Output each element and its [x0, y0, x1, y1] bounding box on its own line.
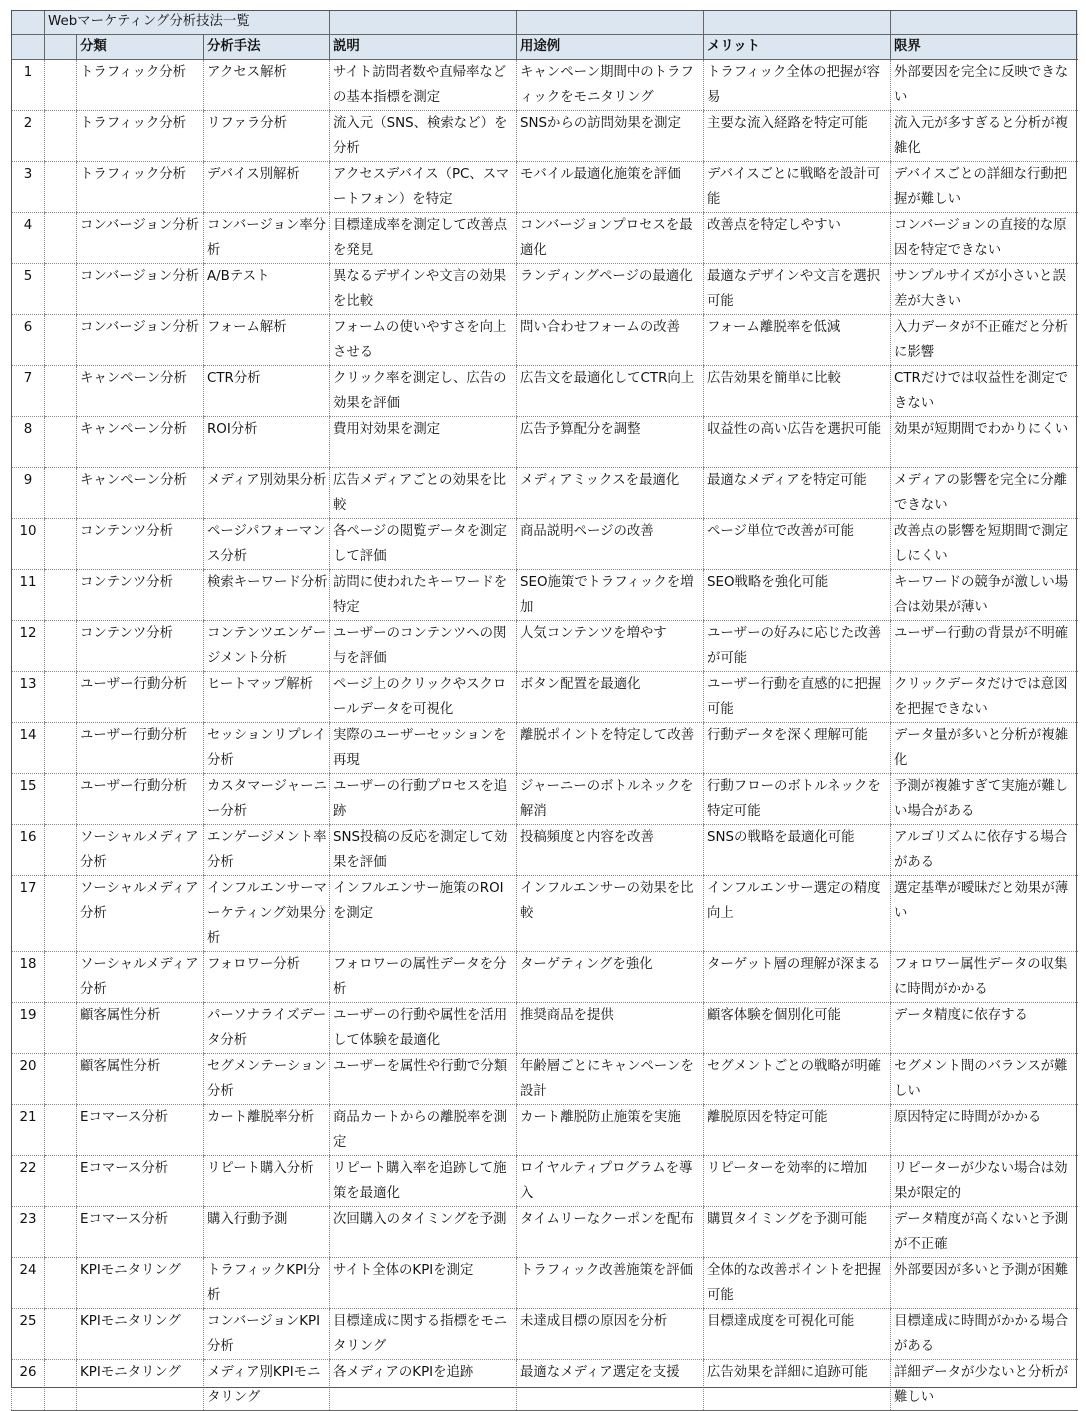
table-row [12, 60, 1078, 111]
cell-merit[interactable]: ユーザーの好みに応じた改善が可能 [704, 621, 891, 672]
cell-category[interactable]: KPIモニタリング [77, 1258, 204, 1309]
cell-merit[interactable]: 主要な流入経路を特定可能 [704, 111, 891, 162]
cell-limitation[interactable]: データ精度が高くないと予測が不正確 [891, 1207, 1078, 1258]
cell-blank[interactable] [45, 1258, 77, 1309]
cell-merit[interactable]: ページ単位で改善が可能 [704, 519, 891, 570]
header-use-case[interactable]: 用途例 [517, 35, 704, 60]
cell-row-number[interactable]: 13 [12, 672, 45, 723]
cell-limitation[interactable]: 効果が短期間でわかりにくい [891, 417, 1078, 468]
cell-method[interactable]: セグメンテーション分析 [204, 1054, 330, 1105]
table-body [12, 60, 1078, 1411]
cell-limitation[interactable]: 詳細データが少ないと分析が難しい [891, 1360, 1078, 1411]
cell-blank[interactable] [45, 111, 77, 162]
cell-row-number[interactable]: 11 [12, 570, 45, 621]
cell-blank[interactable] [45, 876, 77, 952]
cell-use-case[interactable]: SEO施策でトラフィックを増加 [517, 570, 704, 621]
cell-merit[interactable]: フォーム離脱率を低減 [704, 315, 891, 366]
cell-limitation[interactable]: セグメント間のバランスが難しい [891, 1054, 1078, 1105]
cell-method[interactable]: ページパフォーマンス分析 [204, 519, 330, 570]
cell-limitation[interactable]: コンバージョンの直接的な原因を特定できない [891, 213, 1078, 264]
cell-description[interactable]: 費用対効果を測定 [330, 417, 517, 468]
cell-limitation[interactable]: メディアの影響を完全に分離できない [891, 468, 1078, 519]
cell-row-number[interactable]: 8 [12, 417, 45, 468]
cell-limitation[interactable]: 原因特定に時間がかかる [891, 1105, 1078, 1156]
cell-method[interactable]: 購入行動予測 [204, 1207, 330, 1258]
cell-row-number[interactable]: 9 [12, 468, 45, 519]
cell-blank[interactable] [45, 1105, 77, 1156]
table-row [12, 417, 1078, 468]
cell-category[interactable]: キャンペーン分析 [77, 468, 204, 519]
cell-description[interactable]: 訪問に使われたキーワードを特定 [330, 570, 517, 621]
cell-use-case[interactable]: 最適なメディア選定を支援 [517, 1360, 704, 1411]
cell-blank[interactable] [45, 315, 77, 366]
table-row [12, 1207, 1078, 1258]
cell-merit[interactable]: 広告効果を簡単に比較 [704, 366, 891, 417]
cell-merit[interactable]: リピーターを効率的に増加 [704, 1156, 891, 1207]
cell-category[interactable]: キャンペーン分析 [77, 417, 204, 468]
cell-merit[interactable]: ユーザー行動を直感的に把握可能 [704, 672, 891, 723]
cell-method[interactable]: A/Bテスト [204, 264, 330, 315]
cell-use-case[interactable]: 離脱ポイントを特定して改善 [517, 723, 704, 774]
cell-row-number[interactable]: 25 [12, 1309, 45, 1360]
cell-use-case[interactable]: モバイル最適化施策を評価 [517, 162, 704, 213]
cell-row-number[interactable]: 17 [12, 876, 45, 952]
cell-use-case[interactable]: ジャーニーのボトルネックを解消 [517, 774, 704, 825]
cell-merit[interactable]: 全体的な改善ポイントを把握可能 [704, 1258, 891, 1309]
table-row [12, 315, 1078, 366]
cell-use-case[interactable]: 人気コンテンツを増やす [517, 621, 704, 672]
cell-method[interactable]: ROI分析 [204, 417, 330, 468]
cell-category[interactable]: コンバージョン分析 [77, 315, 204, 366]
header-row [12, 35, 1078, 60]
cell-use-case[interactable]: 推奨商品を提供 [517, 1003, 704, 1054]
cell-category[interactable]: コンバージョン分析 [77, 264, 204, 315]
cell-category[interactable]: トラフィック分析 [77, 162, 204, 213]
cell-blank[interactable] [45, 621, 77, 672]
analysis-table [11, 10, 1078, 1411]
table-row [12, 111, 1078, 162]
cell-row-number[interactable]: 7 [12, 366, 45, 417]
cell-category[interactable]: Eコマース分析 [77, 1207, 204, 1258]
cell-use-case[interactable]: コンバージョンプロセスを最適化 [517, 213, 704, 264]
table-row [12, 876, 1078, 952]
cell-blank[interactable] [45, 1054, 77, 1105]
cell-method[interactable]: デバイス別解析 [204, 162, 330, 213]
cell-use-case[interactable]: キャンペーン期間中のトラフィックをモニタリング [517, 60, 704, 111]
table-row [12, 162, 1078, 213]
cell-blank[interactable] [45, 672, 77, 723]
table-row [12, 1360, 1078, 1411]
cell-limitation[interactable]: CTRだけでは収益性を測定できない [891, 366, 1078, 417]
cell-merit[interactable]: 目標達成度を可視化可能 [704, 1309, 891, 1360]
cell-limitation[interactable]: リピーターが少ない場合は効果が限定的 [891, 1156, 1078, 1207]
cell-row-number[interactable]: 3 [12, 162, 45, 213]
cell-row-number[interactable]: 20 [12, 1054, 45, 1105]
cell-category[interactable]: ソーシャルメディア分析 [77, 876, 204, 952]
header-blank-cell[interactable] [45, 35, 77, 60]
cell-merit[interactable]: セグメントごとの戦略が明確 [704, 1054, 891, 1105]
cell-category[interactable]: 顧客属性分析 [77, 1003, 204, 1054]
cell-description[interactable]: フォームの使いやすさを向上させる [330, 315, 517, 366]
cell-limitation[interactable]: 流入元が多すぎると分析が複雑化 [891, 111, 1078, 162]
cell-blank[interactable] [45, 60, 77, 111]
table-row [12, 1156, 1078, 1207]
cell-blank[interactable] [45, 162, 77, 213]
cell-blank[interactable] [45, 723, 77, 774]
cell-limitation[interactable]: 改善点の影響を短期間で測定しにくい [891, 519, 1078, 570]
table-row [12, 1309, 1078, 1360]
table-row [12, 825, 1078, 876]
cell-limitation[interactable]: フォロワー属性データの収集に時間がかかる [891, 952, 1078, 1003]
cell-category[interactable]: ユーザー行動分析 [77, 774, 204, 825]
header-merit[interactable]: メリット [704, 35, 891, 60]
cell-description[interactable]: サイト全体のKPIを測定 [330, 1258, 517, 1309]
cell-limitation[interactable]: データ精度に依存する [891, 1003, 1078, 1054]
cell-blank[interactable] [45, 1003, 77, 1054]
cell-row-number[interactable]: 12 [12, 621, 45, 672]
title-blank-cell[interactable] [704, 10, 891, 35]
cell-category[interactable]: コンテンツ分析 [77, 519, 204, 570]
table-row [12, 774, 1078, 825]
cell-row-number[interactable]: 15 [12, 774, 45, 825]
cell-limitation[interactable]: 入力データが不正確だと分析に影響 [891, 315, 1078, 366]
corner-cell[interactable] [12, 10, 45, 35]
cell-method[interactable]: コンバージョン率分析 [204, 213, 330, 264]
cell-row-number[interactable]: 10 [12, 519, 45, 570]
cell-row-number[interactable]: 18 [12, 952, 45, 1003]
cell-merit[interactable]: SNSの戦略を最適化可能 [704, 825, 891, 876]
title-blank-cell[interactable] [517, 10, 704, 35]
cell-merit[interactable]: 行動フローのボトルネックを特定可能 [704, 774, 891, 825]
cell-row-number[interactable]: 14 [12, 723, 45, 774]
cell-description[interactable]: フォロワーの属性データを分析 [330, 952, 517, 1003]
cell-merit[interactable]: ターゲット層の理解が深まる [704, 952, 891, 1003]
cell-description[interactable]: ユーザーの行動プロセスを追跡 [330, 774, 517, 825]
table-row [12, 1003, 1078, 1054]
cell-merit[interactable]: 収益性の高い広告を選択可能 [704, 417, 891, 468]
cell-description[interactable]: クリック率を測定し、広告の効果を評価 [330, 366, 517, 417]
cell-merit[interactable]: 最適なメディアを特定可能 [704, 468, 891, 519]
cell-category[interactable]: キャンペーン分析 [77, 366, 204, 417]
cell-use-case[interactable]: 問い合わせフォームの改善 [517, 315, 704, 366]
cell-category[interactable]: ソーシャルメディア分析 [77, 825, 204, 876]
title-blank-cell[interactable] [330, 10, 517, 35]
cell-blank[interactable] [45, 774, 77, 825]
cell-merit[interactable]: 広告効果を詳細に追跡可能 [704, 1360, 891, 1411]
cell-method[interactable]: エンゲージメント率分析 [204, 825, 330, 876]
cell-row-number[interactable]: 24 [12, 1258, 45, 1309]
cell-limitation[interactable]: ユーザー行動の背景が不明確 [891, 621, 1078, 672]
cell-category[interactable]: 顧客属性分析 [77, 1054, 204, 1105]
cell-merit[interactable]: 行動データを深く理解可能 [704, 723, 891, 774]
cell-row-number[interactable]: 26 [12, 1360, 45, 1411]
cell-merit[interactable]: 顧客体験を個別化可能 [704, 1003, 891, 1054]
cell-blank[interactable] [45, 519, 77, 570]
cell-method[interactable]: フォロワー分析 [204, 952, 330, 1003]
cell-limitation[interactable]: 予測が複雑すぎて実施が難しい場合がある [891, 774, 1078, 825]
cell-blank[interactable] [45, 1207, 77, 1258]
cell-description[interactable]: インフルエンサー施策のROIを測定 [330, 876, 517, 952]
cell-category[interactable]: コンテンツ分析 [77, 621, 204, 672]
cell-use-case[interactable]: 商品説明ページの改善 [517, 519, 704, 570]
cell-use-case[interactable]: 未達成目標の原因を分析 [517, 1309, 704, 1360]
cell-category[interactable]: KPIモニタリング [77, 1309, 204, 1360]
cell-use-case[interactable]: メディアミックスを最適化 [517, 468, 704, 519]
cell-description[interactable]: リピート購入率を追跡して施策を最適化 [330, 1156, 517, 1207]
cell-method[interactable]: コンテンツエンゲージメント分析 [204, 621, 330, 672]
cell-use-case[interactable]: インフルエンサーの効果を比較 [517, 876, 704, 952]
cell-blank[interactable] [45, 952, 77, 1003]
cell-method[interactable]: リファラ分析 [204, 111, 330, 162]
cell-use-case[interactable]: ボタン配置を最適化 [517, 672, 704, 723]
cell-description[interactable]: ページ上のクリックやスクロールデータを可視化 [330, 672, 517, 723]
cell-description[interactable]: サイト訪問者数や直帰率などの基本指標を測定 [330, 60, 517, 111]
cell-category[interactable]: トラフィック分析 [77, 111, 204, 162]
cell-blank[interactable] [45, 1309, 77, 1360]
cell-description[interactable]: 各ページの閲覧データを測定して評価 [330, 519, 517, 570]
cell-method[interactable]: CTR分析 [204, 366, 330, 417]
cell-use-case[interactable]: 広告予算配分を調整 [517, 417, 704, 468]
cell-merit[interactable]: インフルエンサー選定の精度向上 [704, 876, 891, 952]
cell-category[interactable]: ソーシャルメディア分析 [77, 952, 204, 1003]
cell-method[interactable]: 検索キーワード分析 [204, 570, 330, 621]
cell-limitation[interactable]: デバイスごとの詳細な行動把握が難しい [891, 162, 1078, 213]
table-row [12, 952, 1078, 1003]
cell-use-case[interactable]: 年齢層ごとにキャンペーンを設計 [517, 1054, 704, 1105]
cell-category[interactable]: トラフィック分析 [77, 60, 204, 111]
cell-blank[interactable] [45, 417, 77, 468]
cell-use-case[interactable]: 投稿頻度と内容を改善 [517, 825, 704, 876]
cell-blank[interactable] [45, 213, 77, 264]
cell-limitation[interactable]: 外部要因を完全に反映できない [891, 60, 1078, 111]
table-row [12, 519, 1078, 570]
table-row [12, 1054, 1078, 1105]
sheet-title[interactable]: Webマーケティング分析技法一覧 [45, 10, 330, 35]
cell-row-number[interactable]: 23 [12, 1207, 45, 1258]
cell-use-case[interactable]: トラフィック改善施策を評価 [517, 1258, 704, 1309]
cell-method[interactable]: トラフィックKPI分析 [204, 1258, 330, 1309]
header-method[interactable]: 分析手法 [204, 35, 330, 60]
table-row [12, 621, 1078, 672]
cell-category[interactable]: Eコマース分析 [77, 1156, 204, 1207]
table-row [12, 1258, 1078, 1309]
cell-use-case[interactable]: カート離脱防止施策を実施 [517, 1105, 704, 1156]
table-row [12, 1105, 1078, 1156]
cell-description[interactable]: 商品カートからの離脱率を測定 [330, 1105, 517, 1156]
cell-limitation[interactable]: アルゴリズムに依存する場合がある [891, 825, 1078, 876]
cell-row-number[interactable]: 2 [12, 111, 45, 162]
cell-blank[interactable] [45, 570, 77, 621]
cell-method[interactable]: セッションリプレイ分析 [204, 723, 330, 774]
header-description[interactable]: 説明 [330, 35, 517, 60]
cell-merit[interactable]: トラフィック全体の把握が容易 [704, 60, 891, 111]
cell-method[interactable]: フォーム解析 [204, 315, 330, 366]
cell-method[interactable]: インフルエンサーマーケティング効果分析 [204, 876, 330, 952]
cell-row-number[interactable]: 16 [12, 825, 45, 876]
cell-category[interactable]: Eコマース分析 [77, 1105, 204, 1156]
cell-use-case[interactable]: タイムリーなクーポンを配布 [517, 1207, 704, 1258]
cell-description[interactable]: 広告メディアごとの効果を比較 [330, 468, 517, 519]
cell-method[interactable]: カスタマージャーニー分析 [204, 774, 330, 825]
cell-category[interactable]: KPIモニタリング [77, 1360, 204, 1411]
cell-row-number[interactable]: 22 [12, 1156, 45, 1207]
cell-use-case[interactable]: ターゲティングを強化 [517, 952, 704, 1003]
cell-limitation[interactable]: キーワードの競争が激しい場合は効果が薄い [891, 570, 1078, 621]
cell-method[interactable]: コンバージョンKPI分析 [204, 1309, 330, 1360]
cell-description[interactable]: 流入元（SNS、検索など）を分析 [330, 111, 517, 162]
cell-method[interactable]: メディア別効果分析 [204, 468, 330, 519]
cell-row-number[interactable]: 4 [12, 213, 45, 264]
cell-limitation[interactable]: サンプルサイズが小さいと誤差が大きい [891, 264, 1078, 315]
title-blank-cell[interactable] [891, 10, 1078, 35]
table-row [12, 366, 1078, 417]
cell-category[interactable]: ユーザー行動分析 [77, 672, 204, 723]
cell-description[interactable]: 次回購入のタイミングを予測 [330, 1207, 517, 1258]
cell-blank[interactable] [45, 1156, 77, 1207]
cell-blank[interactable] [45, 825, 77, 876]
cell-blank[interactable] [45, 366, 77, 417]
cell-description[interactable]: アクセスデバイス（PC、スマートフォン）を特定 [330, 162, 517, 213]
header-blank-cell[interactable] [12, 35, 45, 60]
cell-use-case[interactable]: 広告文を最適化してCTR向上 [517, 366, 704, 417]
cell-blank[interactable] [45, 468, 77, 519]
cell-row-number[interactable]: 19 [12, 1003, 45, 1054]
cell-limitation[interactable]: データ量が多いと分析が複雑化 [891, 723, 1078, 774]
cell-merit[interactable]: デバイスごとに戦略を設計可能 [704, 162, 891, 213]
header-category[interactable]: 分類 [77, 35, 204, 60]
table-row [12, 570, 1078, 621]
cell-row-number[interactable]: 21 [12, 1105, 45, 1156]
header-limitation[interactable]: 限界 [891, 35, 1078, 60]
cell-method[interactable]: カート離脱率分析 [204, 1105, 330, 1156]
cell-category[interactable]: ユーザー行動分析 [77, 723, 204, 774]
cell-merit[interactable]: 購買タイミングを予測可能 [704, 1207, 891, 1258]
table-row [12, 468, 1078, 519]
cell-row-number[interactable]: 1 [12, 60, 45, 111]
cell-description[interactable]: 異なるデザインや文言の効果を比較 [330, 264, 517, 315]
cell-description[interactable]: ユーザーの行動や属性を活用して体験を最適化 [330, 1003, 517, 1054]
cell-merit[interactable]: 最適なデザインや文言を選択可能 [704, 264, 891, 315]
cell-blank[interactable] [45, 1360, 77, 1411]
cell-merit[interactable]: SEO戦略を強化可能 [704, 570, 891, 621]
cell-method[interactable]: パーソナライズデータ分析 [204, 1003, 330, 1054]
cell-description[interactable]: SNS投稿の反応を測定して効果を評価 [330, 825, 517, 876]
cell-method[interactable]: リピート購入分析 [204, 1156, 330, 1207]
cell-description[interactable]: 目標達成に関する指標をモニタリング [330, 1309, 517, 1360]
cell-method[interactable]: メディア別KPIモニタリング [204, 1360, 330, 1411]
cell-limitation[interactable]: 選定基準が曖昧だと効果が薄い [891, 876, 1078, 952]
cell-category[interactable]: コンテンツ分析 [77, 570, 204, 621]
cell-method[interactable]: ヒートマップ解析 [204, 672, 330, 723]
table-row [12, 672, 1078, 723]
title-row [12, 10, 1078, 35]
cell-limitation[interactable]: 外部要因が多いと予測が困難 [891, 1258, 1078, 1309]
cell-description[interactable]: 実際のユーザーセッションを再現 [330, 723, 517, 774]
cell-limitation[interactable]: 目標達成に時間がかかる場合がある [891, 1309, 1078, 1360]
table-row [12, 264, 1078, 315]
cell-row-number[interactable]: 6 [12, 315, 45, 366]
cell-method[interactable]: アクセス解析 [204, 60, 330, 111]
cell-description[interactable]: ユーザーを属性や行動で分類 [330, 1054, 517, 1105]
cell-use-case[interactable]: ランディングページの最適化 [517, 264, 704, 315]
cell-description[interactable]: 目標達成率を測定して改善点を発見 [330, 213, 517, 264]
table-row [12, 213, 1078, 264]
cell-use-case[interactable]: ロイヤルティプログラムを導入 [517, 1156, 704, 1207]
table-row [12, 723, 1078, 774]
cell-row-number[interactable]: 5 [12, 264, 45, 315]
cell-blank[interactable] [45, 264, 77, 315]
cell-merit[interactable]: 改善点を特定しやすい [704, 213, 891, 264]
cell-merit[interactable]: 離脱原因を特定可能 [704, 1105, 891, 1156]
cell-category[interactable]: コンバージョン分析 [77, 213, 204, 264]
cell-description[interactable]: 各メディアのKPIを追跡 [330, 1360, 517, 1411]
cell-use-case[interactable]: SNSからの訪問効果を測定 [517, 111, 704, 162]
cell-limitation[interactable]: クリックデータだけでは意図を把握できない [891, 672, 1078, 723]
cell-description[interactable]: ユーザーのコンテンツへの関与を評価 [330, 621, 517, 672]
